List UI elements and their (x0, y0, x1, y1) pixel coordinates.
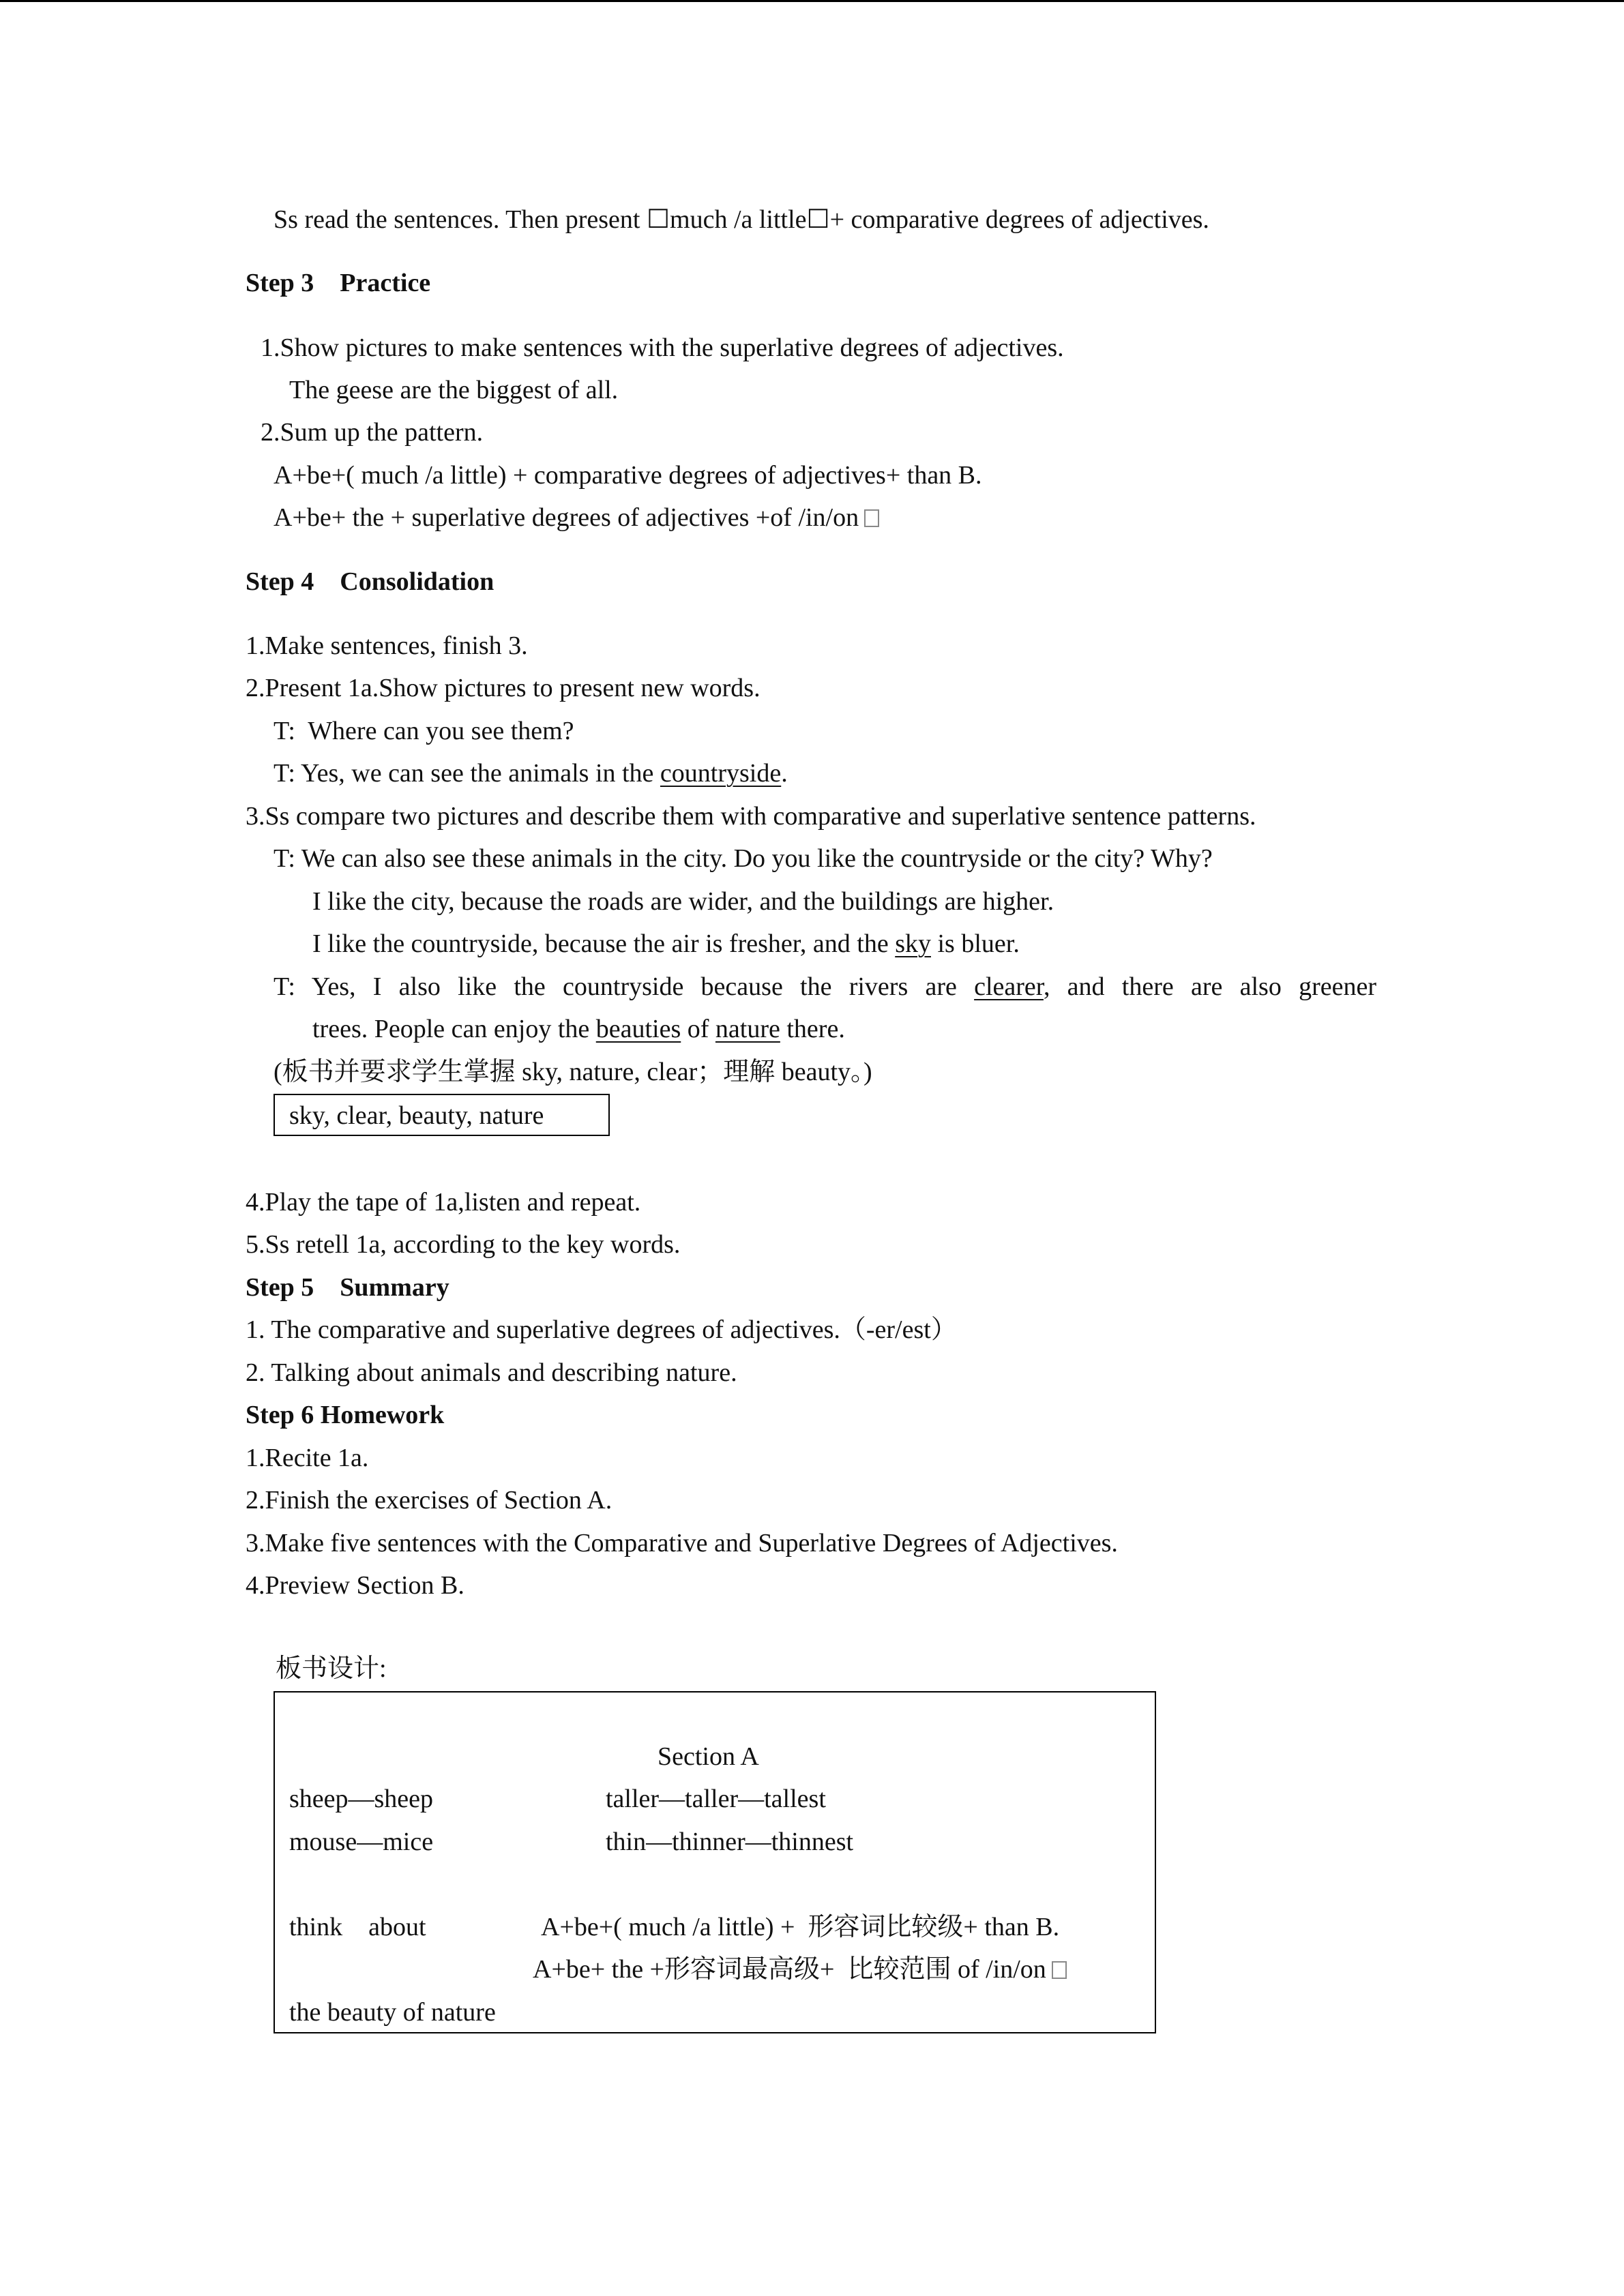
placeholder-box-icon (1052, 1961, 1067, 1979)
step4-item4: 4.Play the tape of 1a,listen and repeat. (246, 1188, 641, 1217)
board-note: (板书并要求学生掌握 sky, nature, clear；理解 beauty。) (274, 1058, 872, 1086)
step6-item1: 1.Recite 1a. (246, 1444, 369, 1472)
step3-item1: 1.Show pictures to make sentences with the superlative degrees of adjectives. (261, 333, 1064, 362)
pattern-superlative: A+be+ the + superlative degrees of adjectives +of /in/on (274, 505, 879, 531)
teacher-reply-continued: trees. People can enjoy the beauties of nature there. (312, 1015, 845, 1043)
teacher-answer: T: Yes, we can see the animals in the countryside. (274, 759, 788, 788)
intro-line: Ss read the sentences. Then present ☐much /a little☐+ comparative degrees of adjectives. (274, 205, 1209, 234)
step5-heading: Step 5 Summary (246, 1273, 449, 1302)
step4-item1: 1.Make sentences, finish 3. (246, 631, 528, 660)
step4-item3: 3.Ss compare two pictures and describe them with comparative and superlative sentence patterns. (246, 802, 1256, 831)
vocab-sky: sky (895, 929, 931, 958)
step4-item5: 5.Ss retell 1a, according to the key words. (246, 1230, 681, 1259)
step3-item1-example: The geese are the biggest of all. (289, 376, 619, 404)
teacher-prompt: T: We can also see these animals in the city. Do you like the countryside or the city? Why? (274, 844, 1213, 873)
board-phrase-think-about: think about (289, 1913, 426, 1941)
step5-item1: 1. The comparative and superlative degrees of adjectives.（-er/est） (246, 1315, 957, 1344)
step6-heading: Step 6 Homework (246, 1401, 445, 1429)
student-answer-city: I like the city, because the roads are wider, and the buildings are higher. (312, 887, 1054, 916)
vocab-beauties: beauties (595, 1015, 681, 1043)
step3-heading: Step 3 Practice (246, 269, 431, 297)
board-pattern-comparative: A+be+( much /a little) + 形容词比较级+ than B. (541, 1913, 1060, 1941)
board-degrees-tall: taller—taller—tallest (606, 1785, 826, 1813)
teacher-reply: T: Yes, I also like the countryside because the rivers are clearer, and there are also greener (274, 972, 1376, 1001)
step3-item2: 2.Sum up the pattern. (261, 418, 484, 447)
vocab-countryside: countryside (660, 759, 782, 788)
pattern-comparative: A+be+( much /a little) + comparative degrees of adjectives+ than B. (274, 461, 982, 490)
student-answer-countryside: I like the countryside, because the air is fresher, and the sky is bluer. (312, 929, 1020, 958)
board-title: Section A (658, 1742, 759, 1771)
board-plural-sheep: sheep—sheep (289, 1785, 434, 1813)
step6-item4: 4.Preview Section B. (246, 1571, 464, 1600)
step6-item2: 2.Finish the exercises of Section A. (246, 1486, 612, 1515)
vocab-box-text: sky, clear, beauty, nature (289, 1101, 544, 1130)
teacher-question: T: Where can you see them? (274, 717, 574, 745)
step4-heading: Step 4 Consolidation (246, 567, 494, 596)
board-design-label: 板书设计: (276, 1654, 387, 1683)
board-phrase-beauty: the beauty of nature (289, 1998, 496, 2027)
placeholder-box-icon (864, 509, 879, 527)
vocab-clearer: clearer (974, 972, 1044, 1001)
board-degrees-thin: thin—thinner—thinnest (606, 1828, 854, 1856)
step5-item2: 2. Talking about animals and describing nature. (246, 1358, 737, 1387)
step4-item2: 2.Present 1a.Show pictures to present new words. (246, 674, 761, 702)
step6-item3: 3.Make five sentences with the Comparative and Superlative Degrees of Adjectives. (246, 1529, 1118, 1557)
board-plural-mouse: mouse—mice (289, 1828, 434, 1856)
vocab-nature: nature (715, 1015, 780, 1043)
board-pattern-superlative: A+be+ the +形容词最高级+ 比较范围 of /in/on (533, 1956, 1067, 1982)
